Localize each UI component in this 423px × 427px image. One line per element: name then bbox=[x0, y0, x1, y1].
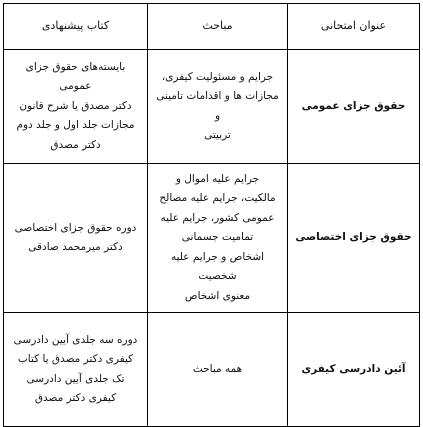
header-topics: مباحث bbox=[148, 4, 288, 50]
book-line: دوره حقوق جزای اختصاصی bbox=[14, 221, 137, 234]
book-line: تک جلدی آیین دادرسی bbox=[26, 372, 125, 385]
book-cell bbox=[4, 164, 148, 313]
topics-line: تمامیت جسمانی bbox=[181, 231, 254, 244]
table-row bbox=[4, 164, 420, 313]
book-cell bbox=[4, 313, 148, 427]
header-row bbox=[4, 4, 420, 50]
exam-title-cell: حقوق جزای عمومی bbox=[288, 50, 420, 164]
book-line: کیفری دکتر مصدق یا کتاب bbox=[17, 353, 134, 366]
topics-line: عمومی کشور، جرایم علیه bbox=[160, 211, 275, 224]
topics-line: تربیتی bbox=[204, 128, 231, 141]
book-cell bbox=[4, 50, 148, 164]
header-exam-title: عنوان امتحانی bbox=[288, 4, 420, 50]
topics-cell bbox=[148, 313, 288, 427]
book-line: مجازات جلد اول و جلد دوم bbox=[16, 119, 135, 132]
topics-line: جرایم و مسئولیت کیفری، bbox=[161, 70, 274, 83]
book-line: دکتر مصدق یا شرح قانون bbox=[19, 99, 132, 112]
book-line: دکتر مصدق bbox=[50, 138, 101, 151]
topics-line: مجازات ها و اقدامات تامینی و bbox=[156, 90, 279, 122]
book-line: دوره سه جلدی آیین دادرسی bbox=[13, 333, 138, 346]
table-row bbox=[4, 313, 420, 427]
topics-line: اشخاص و جرایم علیه شخصیت bbox=[170, 250, 265, 283]
topics-cell bbox=[148, 50, 288, 164]
topics-line: مالکیت، جرایم علیه مصالح bbox=[159, 192, 276, 205]
exam-title-cell: حقوق جزای اختصاصی bbox=[288, 164, 420, 313]
book-line: دکتر میرمحمد صادقی bbox=[28, 241, 123, 253]
topics-line: جرایم علیه اموال و bbox=[175, 173, 260, 186]
exam-title-cell: آئین دادرسی کیفری bbox=[288, 313, 420, 427]
header-suggested-book: کتاب پیشنهادی bbox=[4, 4, 148, 50]
topics-cell bbox=[148, 164, 288, 313]
book-line: بایسته‌های حقوق جزای عمومی bbox=[25, 60, 126, 93]
course-table bbox=[3, 3, 420, 427]
topics-line: معنوی اشخاص bbox=[184, 289, 251, 302]
table-row bbox=[4, 50, 420, 164]
book-line: کیفری دکتر مصدق bbox=[34, 391, 117, 404]
topics-line: همه مباحث bbox=[192, 362, 243, 375]
